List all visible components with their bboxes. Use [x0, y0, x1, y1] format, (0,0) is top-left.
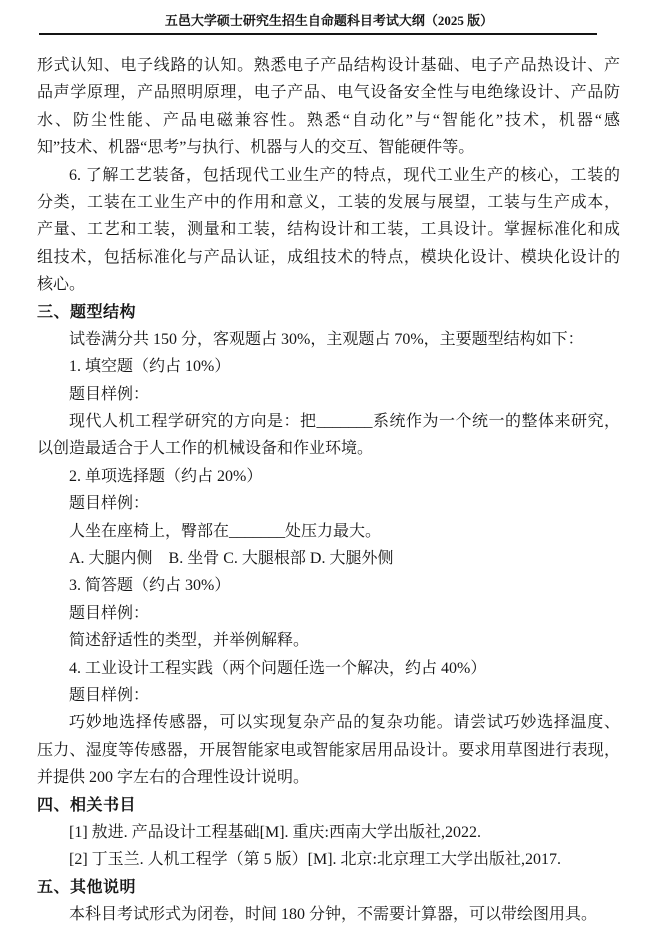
text-line: 题目样例：	[69, 385, 150, 403]
text-line: 本科目考试形式为闭卷，时间 180 分钟，不需要计算器，可以带绘图用具。	[69, 906, 598, 924]
text-line: 巧妙地选择传感器，可以实现复杂产品的复杂功能。请尝试巧妙选择温度、	[69, 714, 620, 732]
text-line: 以创造最适合于人工作的机械设备和作业环境。	[37, 440, 374, 458]
text-line: A. 大腿内侧 B. 坐骨 C. 大腿根部 D. 大腿外侧	[69, 550, 394, 568]
text-line: 3. 简答题（约占 30%）	[69, 577, 231, 595]
text-line: 水、防尘性能、产品电磁兼容性。熟悉“自动化”与“智能化”技术，机器“感	[37, 111, 620, 129]
text-line: 分类，工装在工业生产中的作用和意义，工装的发展与展望，工装与生产成本，	[37, 193, 620, 211]
text-line: 人坐在座椅上，臀部在_______处压力最大。	[69, 522, 382, 540]
text-line: 6. 了解工艺装备，包括现代工业生产的特点，现代工业生产的核心，工装的	[69, 166, 620, 184]
text-line: 4. 工业设计工程实践（两个问题任选一个解决，约占 40%）	[69, 659, 487, 677]
text-line: 压力、湿度等传感器，开展智能家电或智能家居用品设计。要求用草图进行表现，	[37, 741, 620, 759]
section-heading: 四、相关书目	[37, 796, 137, 814]
text-line: 题目样例：	[69, 495, 150, 513]
text-line: 2. 单项选择题（约占 20%）	[69, 467, 263, 485]
text-line: 题目样例：	[69, 686, 150, 704]
text-line: 并提供 200 字左右的合理性设计说明。	[37, 769, 310, 787]
text-line: 组技术，包括标准化与产品认证，成组技术的特点，模块化设计、模块化设计的	[37, 248, 620, 266]
header-rule	[39, 33, 597, 35]
text-line: 产量、工艺和工装，测量和工装，结构设计和工装，工具设计。掌握标准化和成	[37, 221, 620, 239]
text-line: 现代人机工程学研究的方向是：把_______系统作为一个统一的整体来研究，	[69, 413, 620, 431]
text-line: 简述舒适性的类型，并举例解释。	[69, 632, 310, 650]
text-line: 试卷满分共 150 分，客观题占 30%，主观题占 70%，主要题型结构如下：	[69, 330, 584, 348]
text-line: 核心。	[37, 276, 86, 294]
section-heading: 五、其他说明	[37, 878, 137, 896]
text-line: 1. 填空题（约占 10%）	[69, 358, 231, 376]
text-line: [1] 敖进. 产品设计工程基础[M]. 重庆:西南大学出版社,2022.	[69, 823, 481, 841]
text-line: 知”技术、机器“思考”与执行、机器与人的交互、智能硬件等。	[37, 139, 475, 157]
text-line: 题目样例：	[69, 604, 150, 622]
text-line: [2] 丁玉兰. 人机工程学（第 5 版）[M]. 北京:北京理工大学出版社,2017.	[69, 851, 561, 869]
page-title: 五邑大学硕士研究生招生自命题科目考试大纲（2025 版）	[164, 13, 494, 28]
text-line: 形式认知、电子线路的认知。熟悉电子产品结构设计基础、电子产品热设计、产	[37, 57, 620, 74]
text-line: 品声学原理，产品照明原理，电子产品、电气设备安全性与电绝缘设计、产品防	[37, 84, 620, 102]
section-heading: 三、题型结构	[37, 303, 137, 321]
document-body	[37, 52, 620, 929]
